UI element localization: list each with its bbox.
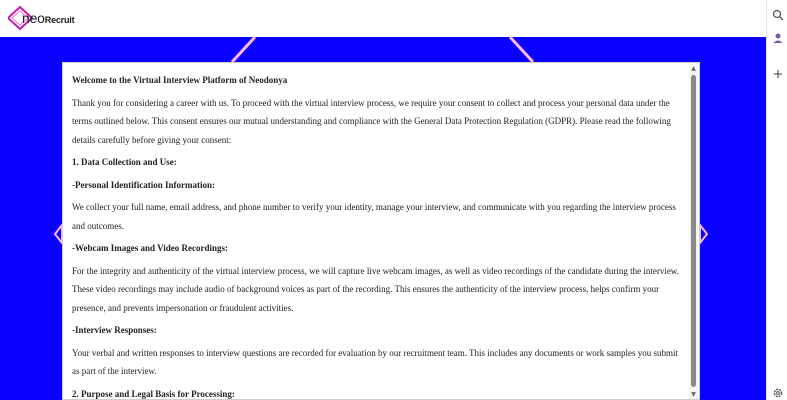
neorecruit-logo[interactable] bbox=[8, 5, 88, 31]
webcam-heading: -Webcam Images and Video Recordings: bbox=[72, 243, 228, 253]
scroll-up-arrow-icon[interactable]: ▲ bbox=[691, 65, 696, 72]
search-icon[interactable] bbox=[771, 8, 785, 22]
add-icon[interactable] bbox=[771, 67, 785, 81]
logo-text bbox=[22, 10, 74, 26]
scroll-thumb[interactable] bbox=[691, 75, 696, 387]
settings-icon[interactable] bbox=[771, 386, 785, 400]
interview-responses-heading: -Interview Responses: bbox=[72, 325, 157, 335]
section-data-collection-heading: 1. Data Collection and Use: bbox=[72, 157, 177, 167]
consent-content bbox=[72, 71, 684, 400]
consent-scrollbar[interactable] bbox=[689, 63, 698, 400]
interview-responses-text: Your verbal and written responses to interview questions are recorded for evaluation by our recruitment team. This includes any documents or work samples you submit as part of the interview. bbox=[72, 347, 679, 376]
consent-card bbox=[62, 62, 700, 400]
scroll-down-arrow-icon[interactable]: ▼ bbox=[691, 391, 696, 398]
logo-recruit: Recruit bbox=[44, 15, 75, 25]
top-bar bbox=[0, 0, 766, 37]
consent-intro: Thank you for considering a career with us. To proceed with the virtual interview process, we require your consent to collect and process your personal data under the terms outlined below. This consent ensures our mutual understanding and compliance with the General Data Protection Regulation (GDPR). Please read the following details carefully before giving your consent: bbox=[72, 97, 671, 145]
webcam-text: For the integrity and authenticity of the virtual interview process, we will capture live webcam images, as well as video recordings of the candidate during the interview. These video recordings may include audio of background voices as part of the recording. This ensures the authenticity of the interview process, helps confirm your presence, and prevents impersonation or fraudulent activities. bbox=[72, 265, 679, 313]
section-purpose-heading: 2. Purpose and Legal Basis for Processing: bbox=[72, 388, 235, 399]
logo-neo: neo bbox=[22, 10, 45, 26]
personal-info-heading: -Personal Identification Information: bbox=[72, 179, 215, 190]
consent-title: Welcome to the Virtual Interview Platform of Neodonya bbox=[72, 75, 288, 85]
personal-info-text: We collect your full name, email address, and phone number to verify your identity, manage your interview, and communicate with you regarding the interview process and outcomes. bbox=[72, 202, 676, 231]
user-icon[interactable] bbox=[771, 31, 785, 45]
right-side-rail bbox=[766, 0, 787, 400]
